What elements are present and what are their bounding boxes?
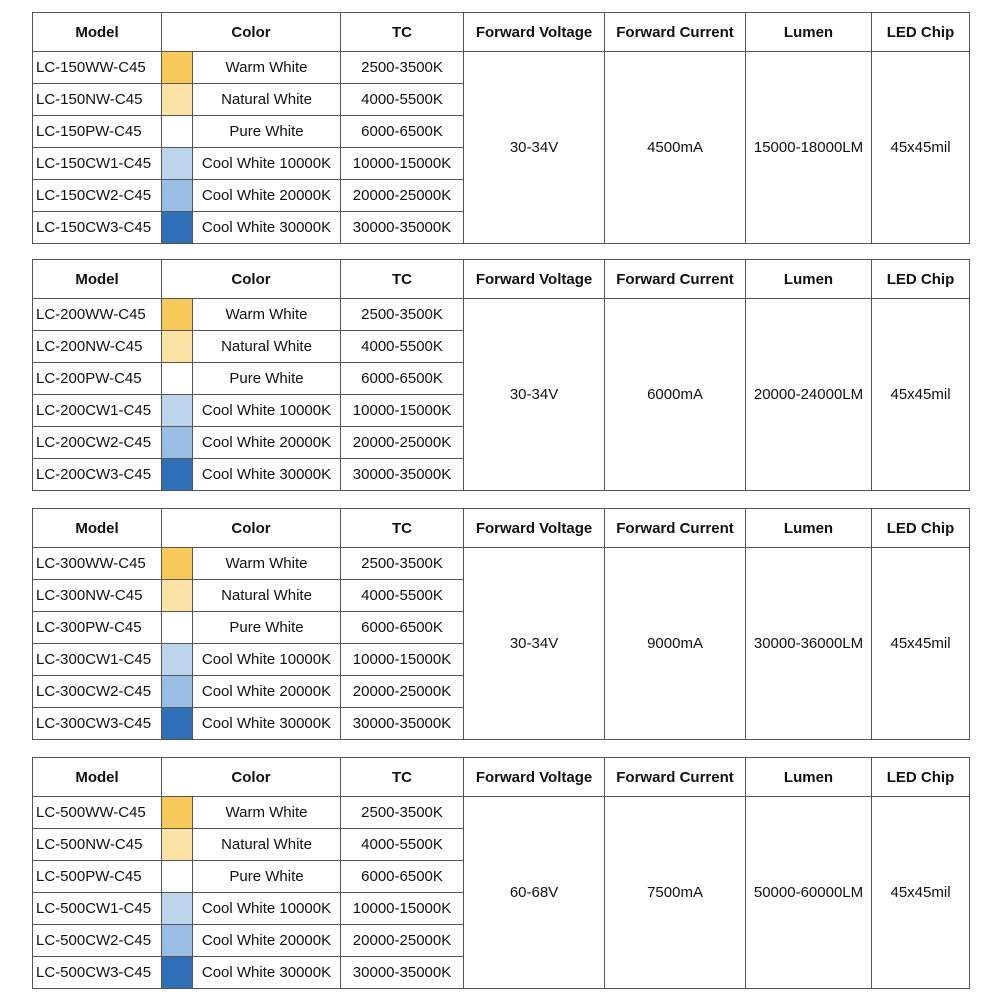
model-cell: LC-150CW1-C45 (33, 148, 162, 180)
model-cell: LC-500NW-C45 (33, 829, 162, 861)
color-swatch-cell (162, 925, 193, 957)
tc-cell: 2500-3500K (341, 52, 464, 84)
header-forward-current: Forward Current (605, 13, 746, 52)
forward-voltage-cell: 30-34V (464, 52, 605, 244)
color-name-cell: Natural White (193, 331, 341, 363)
tc-cell: 10000-15000K (341, 644, 464, 676)
lumen-cell: 15000-18000LM (746, 52, 872, 244)
header-model: Model (33, 13, 162, 52)
tc-cell: 30000-35000K (341, 212, 464, 244)
model-cell: LC-300CW1-C45 (33, 644, 162, 676)
color-swatch (162, 676, 192, 707)
forward-current-cell: 4500mA (605, 52, 746, 244)
tc-cell: 10000-15000K (341, 893, 464, 925)
color-swatch (162, 925, 192, 956)
header-color: Color (162, 509, 341, 548)
color-swatch-cell (162, 363, 193, 395)
header-color: Color (162, 758, 341, 797)
header-forward-voltage: Forward Voltage (464, 758, 605, 797)
forward-voltage-cell: 60-68V (464, 797, 605, 989)
color-swatch (162, 708, 192, 739)
header-forward-current: Forward Current (605, 260, 746, 299)
color-swatch-cell (162, 116, 193, 148)
tc-cell: 2500-3500K (341, 548, 464, 580)
tc-cell: 6000-6500K (341, 861, 464, 893)
model-cell: LC-200CW2-C45 (33, 427, 162, 459)
color-swatch (162, 957, 192, 988)
color-name-cell: Warm White (193, 797, 341, 829)
color-swatch-cell (162, 84, 193, 116)
lumen-cell: 20000-24000LM (746, 299, 872, 491)
model-cell: LC-150NW-C45 (33, 84, 162, 116)
color-swatch (162, 363, 192, 394)
color-swatch-cell (162, 331, 193, 363)
color-swatch-cell (162, 861, 193, 893)
color-swatch (162, 84, 192, 115)
model-cell: LC-150WW-C45 (33, 52, 162, 84)
model-cell: LC-500PW-C45 (33, 861, 162, 893)
header-forward-current: Forward Current (605, 509, 746, 548)
header-row (33, 260, 970, 299)
color-swatch-cell (162, 427, 193, 459)
color-swatch (162, 580, 192, 611)
color-name-cell: Cool White 10000K (193, 395, 341, 427)
header-tc: TC (341, 758, 464, 797)
header-forward-voltage: Forward Voltage (464, 13, 605, 52)
color-swatch (162, 548, 192, 579)
color-name-cell: Cool White 10000K (193, 644, 341, 676)
header-forward-voltage: Forward Voltage (464, 260, 605, 299)
color-name-cell: Cool White 20000K (193, 427, 341, 459)
model-cell: LC-150PW-C45 (33, 116, 162, 148)
color-swatch (162, 180, 192, 211)
color-name-cell: Pure White (193, 612, 341, 644)
table-row (33, 797, 970, 829)
color-name-cell: Pure White (193, 363, 341, 395)
model-cell: LC-500CW2-C45 (33, 925, 162, 957)
color-name-cell: Pure White (193, 116, 341, 148)
model-cell: LC-150CW2-C45 (33, 180, 162, 212)
model-cell: LC-150CW3-C45 (33, 212, 162, 244)
color-swatch (162, 116, 192, 147)
color-swatch (162, 459, 192, 490)
led-chip-cell: 45x45mil (872, 797, 970, 989)
tc-cell: 20000-25000K (341, 676, 464, 708)
header-row (33, 13, 970, 52)
spec-table-2 (32, 259, 970, 491)
tc-cell: 4000-5500K (341, 331, 464, 363)
color-swatch-cell (162, 644, 193, 676)
color-swatch (162, 52, 192, 83)
color-swatch (162, 829, 192, 860)
color-name-cell: Warm White (193, 548, 341, 580)
led-chip-cell: 45x45mil (872, 299, 970, 491)
model-cell: LC-200CW3-C45 (33, 459, 162, 491)
color-name-cell: Cool White 20000K (193, 925, 341, 957)
header-lumen: Lumen (746, 260, 872, 299)
header-led-chip: LED Chip (872, 260, 970, 299)
color-name-cell: Cool White 30000K (193, 708, 341, 740)
color-swatch (162, 861, 192, 892)
color-swatch-cell (162, 893, 193, 925)
color-name-cell: Cool White 30000K (193, 957, 341, 989)
color-swatch-cell (162, 148, 193, 180)
header-color: Color (162, 260, 341, 299)
header-lumen: Lumen (746, 13, 872, 52)
forward-voltage-cell: 30-34V (464, 299, 605, 491)
tc-cell: 20000-25000K (341, 427, 464, 459)
model-cell: LC-300CW2-C45 (33, 676, 162, 708)
header-model: Model (33, 758, 162, 797)
header-lumen: Lumen (746, 509, 872, 548)
color-name-cell: Warm White (193, 52, 341, 84)
color-swatch (162, 644, 192, 675)
color-swatch (162, 797, 192, 828)
tc-cell: 6000-6500K (341, 116, 464, 148)
header-tc: TC (341, 509, 464, 548)
tc-cell: 4000-5500K (341, 829, 464, 861)
tc-cell: 2500-3500K (341, 299, 464, 331)
forward-current-cell: 6000mA (605, 299, 746, 491)
color-swatch (162, 893, 192, 924)
color-name-cell: Warm White (193, 299, 341, 331)
tc-cell: 6000-6500K (341, 363, 464, 395)
color-name-cell: Pure White (193, 861, 341, 893)
header-forward-voltage: Forward Voltage (464, 509, 605, 548)
header-lumen: Lumen (746, 758, 872, 797)
color-swatch-cell (162, 957, 193, 989)
table-row (33, 548, 970, 580)
model-cell: LC-200CW1-C45 (33, 395, 162, 427)
header-model: Model (33, 509, 162, 548)
header-led-chip: LED Chip (872, 758, 970, 797)
forward-voltage-cell: 30-34V (464, 548, 605, 740)
color-swatch-cell (162, 580, 193, 612)
color-swatch (162, 148, 192, 179)
header-led-chip: LED Chip (872, 509, 970, 548)
header-forward-current: Forward Current (605, 758, 746, 797)
color-name-cell: Cool White 30000K (193, 459, 341, 491)
tc-cell: 20000-25000K (341, 925, 464, 957)
header-tc: TC (341, 260, 464, 299)
led-chip-cell: 45x45mil (872, 52, 970, 244)
color-swatch-cell (162, 708, 193, 740)
color-swatch-cell (162, 180, 193, 212)
tc-cell: 30000-35000K (341, 957, 464, 989)
color-swatch-cell (162, 299, 193, 331)
color-swatch (162, 212, 192, 243)
tc-cell: 4000-5500K (341, 84, 464, 116)
color-swatch-cell (162, 612, 193, 644)
color-swatch-cell (162, 797, 193, 829)
model-cell: LC-200NW-C45 (33, 331, 162, 363)
header-led-chip: LED Chip (872, 13, 970, 52)
color-swatch (162, 395, 192, 426)
table-row (33, 52, 970, 84)
header-tc: TC (341, 13, 464, 52)
color-swatch-cell (162, 52, 193, 84)
color-swatch (162, 612, 192, 643)
color-swatch (162, 331, 192, 362)
header-color: Color (162, 13, 341, 52)
led-chip-cell: 45x45mil (872, 548, 970, 740)
model-cell: LC-500WW-C45 (33, 797, 162, 829)
model-cell: LC-300WW-C45 (33, 548, 162, 580)
model-cell: LC-300PW-C45 (33, 612, 162, 644)
forward-current-cell: 7500mA (605, 797, 746, 989)
lumen-cell: 30000-36000LM (746, 548, 872, 740)
tc-cell: 10000-15000K (341, 395, 464, 427)
color-swatch-cell (162, 395, 193, 427)
model-cell: LC-500CW1-C45 (33, 893, 162, 925)
tc-cell: 20000-25000K (341, 180, 464, 212)
color-swatch (162, 427, 192, 458)
forward-current-cell: 9000mA (605, 548, 746, 740)
header-row (33, 758, 970, 797)
color-name-cell: Cool White 30000K (193, 212, 341, 244)
color-name-cell: Cool White 20000K (193, 180, 341, 212)
model-cell: LC-200WW-C45 (33, 299, 162, 331)
color-swatch-cell (162, 459, 193, 491)
color-swatch-cell (162, 829, 193, 861)
lumen-cell: 50000-60000LM (746, 797, 872, 989)
spec-table-1 (32, 12, 970, 244)
color-name-cell: Cool White 10000K (193, 893, 341, 925)
model-cell: LC-300CW3-C45 (33, 708, 162, 740)
model-cell: LC-500CW3-C45 (33, 957, 162, 989)
color-name-cell: Natural White (193, 829, 341, 861)
tc-cell: 4000-5500K (341, 580, 464, 612)
table-row (33, 299, 970, 331)
header-row (33, 509, 970, 548)
model-cell: LC-200PW-C45 (33, 363, 162, 395)
tc-cell: 10000-15000K (341, 148, 464, 180)
color-swatch-cell (162, 212, 193, 244)
tc-cell: 30000-35000K (341, 708, 464, 740)
spec-table-3 (32, 508, 970, 740)
spec-table-4 (32, 757, 970, 989)
color-swatch-cell (162, 676, 193, 708)
tc-cell: 2500-3500K (341, 797, 464, 829)
model-cell: LC-300NW-C45 (33, 580, 162, 612)
color-swatch-cell (162, 548, 193, 580)
tc-cell: 6000-6500K (341, 612, 464, 644)
color-name-cell: Natural White (193, 580, 341, 612)
tc-cell: 30000-35000K (341, 459, 464, 491)
color-name-cell: Natural White (193, 84, 341, 116)
color-name-cell: Cool White 20000K (193, 676, 341, 708)
color-name-cell: Cool White 10000K (193, 148, 341, 180)
header-model: Model (33, 260, 162, 299)
color-swatch (162, 299, 192, 330)
